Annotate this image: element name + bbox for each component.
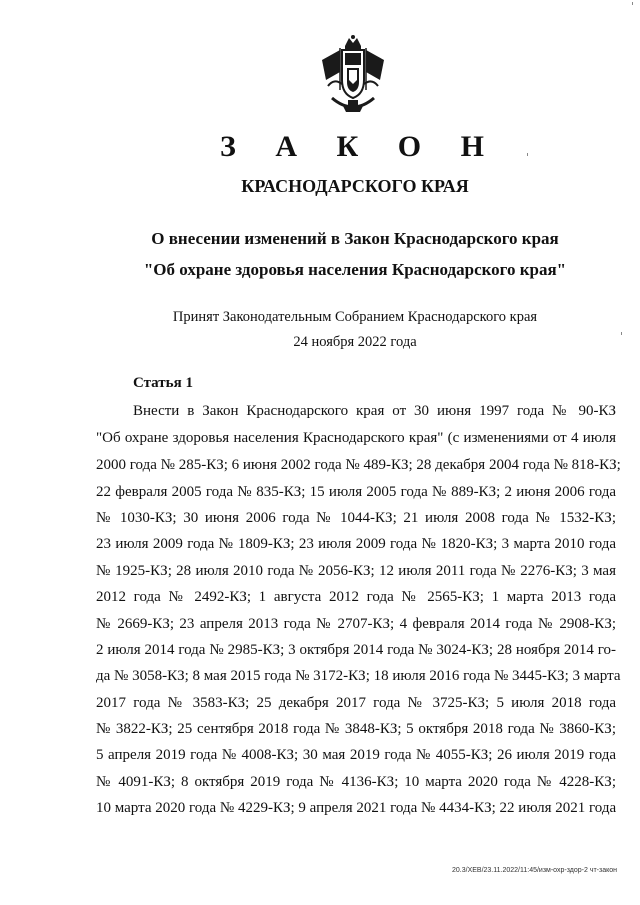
law-heading-line: "Об охране здоровья населения Краснодарского края"	[143, 260, 567, 279]
body-text-line: № 2669-КЗ; 23 апреля 2013 года № 2707-КЗ; 4 февраля 2014 года № 2908-КЗ;	[96, 616, 616, 632]
body-text-line: 10 марта 2020 года № 4229-КЗ; 9 апреля 2021 года № 4434-КЗ; 22 июля 2021 года	[96, 800, 617, 816]
body-text-line: Внести в Закон Краснодарского края от 30 июня 1997 года № 90-КЗ	[133, 403, 616, 419]
body-text-line: № 1030-КЗ; 30 июня 2006 года № 1044-КЗ; 21 июля 2008 года № 1532-КЗ;	[96, 510, 616, 526]
law-region-title: КРАСНОДАРСКОГО КРАЯ	[241, 176, 469, 196]
body-text-line: 23 июля 2009 года № 1809-КЗ; 23 июля 2009 года № 1820-КЗ; 3 марта 2010 года	[96, 536, 616, 552]
body-text-line: 2012 года № 2492-КЗ; 1 августа 2012 года № 2565-КЗ; 1 марта 2013 года	[96, 589, 616, 605]
law-title: З А К О Н	[220, 130, 500, 163]
body-text-line: "Об охране здоровья населения Краснодарского края" (с изменениями от 4 июля	[96, 430, 616, 446]
scan-mark	[632, 2, 633, 5]
body-text-line: 2000 года № 285-КЗ; 6 июня 2002 года № 489-КЗ; 28 декабря 2004 года № 818-КЗ;	[96, 457, 621, 473]
body-text-line: № 4091-КЗ; 8 октября 2019 года № 4136-КЗ; 10 марта 2020 года № 4228-КЗ;	[96, 774, 616, 790]
body-text-line: 5 апреля 2019 года № 4008-КЗ; 30 мая 2019 года № 4055-КЗ; 26 июля 2019 года	[96, 747, 616, 763]
adoption-note: Принят Законодательным Собранием Краснодарского края	[172, 309, 538, 325]
article-title: Статья 1	[133, 375, 193, 391]
body-text-line: 2017 года № 3583-КЗ; 25 декабря 2017 года № 3725-КЗ; 5 июля 2018 года	[96, 695, 616, 711]
adoption-date: 24 ноября 2022 года	[293, 334, 417, 350]
coat-of-arms-emblem	[318, 34, 388, 116]
body-text-line: 22 февраля 2005 года № 835-КЗ; 15 июля 2005 года № 889-КЗ; 2 июня 2006 года	[96, 484, 616, 500]
scan-mark	[527, 153, 528, 156]
body-text-line: 2 июля 2014 года № 2985-КЗ; 3 октября 2014 года № 3024-КЗ; 28 ноября 2014 го-	[96, 642, 616, 658]
body-text-line: № 3822-КЗ; 25 сентября 2018 года № 3848-КЗ; 5 октября 2018 года № 3860-КЗ;	[96, 721, 616, 737]
body-text-line: да № 3058-КЗ; 8 мая 2015 года № 3172-КЗ; 18 июля 2016 года № 3445-КЗ; 3 марта	[96, 668, 621, 684]
body-text-line: № 1925-КЗ; 28 июля 2010 года № 2056-КЗ; 12 июля 2011 года № 2276-КЗ; 3 мая	[96, 563, 616, 579]
footer-document-code: 20.3/ХЕВ/23.11.2022/11:45/изм-охр-здор-2 чт-закон	[452, 867, 618, 874]
scan-mark	[621, 332, 622, 335]
law-heading-line: О внесении изменений в Закон Краснодарского края	[151, 229, 559, 248]
